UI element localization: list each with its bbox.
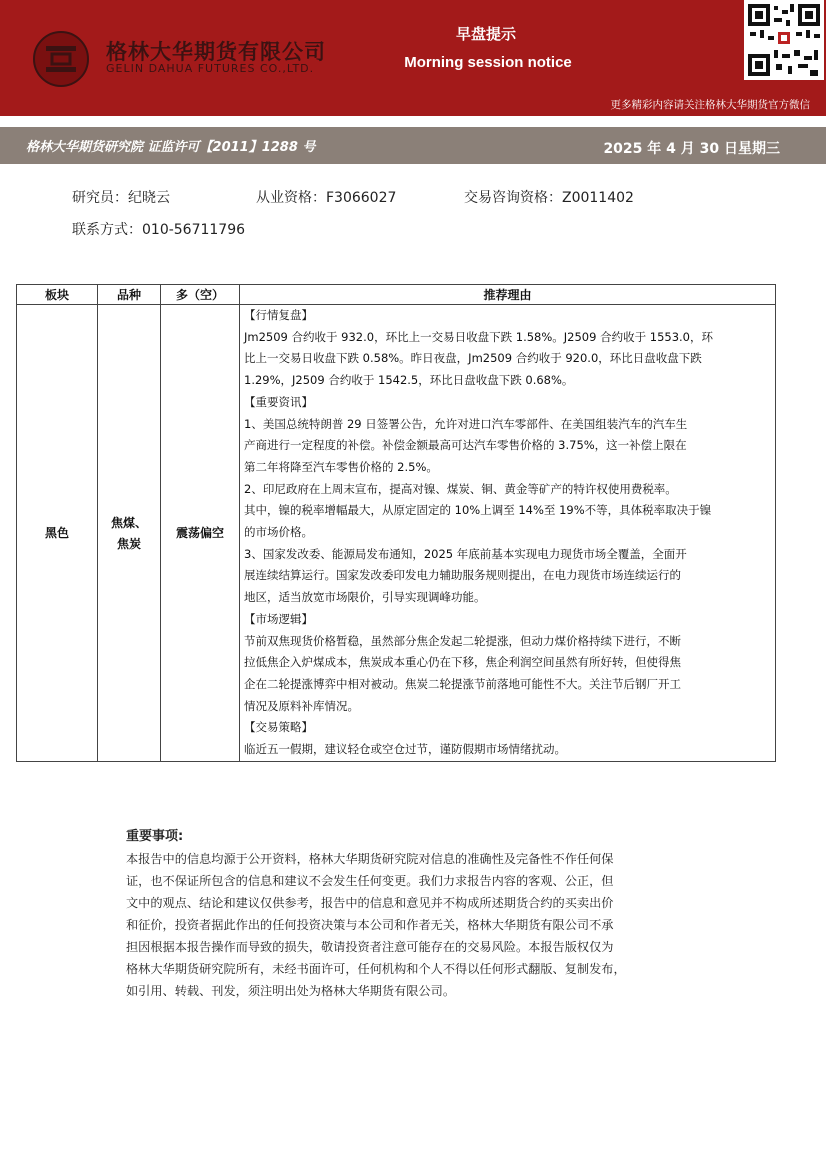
- disclaimer-title: 重要事项:: [126, 829, 184, 844]
- reason-line: 1、美国总统特朗普 29 日签署公告，允许对进口汽车零部件、在美国组装汽车的汽车生: [244, 416, 688, 431]
- reason-line: 其中，镍的税率增幅最大，从原定固定的 10%上调至 14%至 19%不等，具体税率取决于镍: [244, 503, 712, 518]
- header-direction: 多（空）: [161, 285, 240, 305]
- reason-line: 展连续结算运行。国家发改委印发电力辅助服务规则提出，在电力现货市场连续运行的: [244, 568, 681, 583]
- variety-line: 焦煤、: [110, 515, 147, 530]
- company-logo-icon: [32, 30, 90, 88]
- header-reason: 推荐理由: [240, 285, 776, 305]
- researcher-name: 研究员：纪晓云: [72, 190, 170, 206]
- researcher-consult-license: 交易咨询资格：Z0011402: [464, 190, 634, 206]
- recommendation-table: [16, 284, 776, 762]
- disclaimer-line: 如引用、转载、刊发，须注明出处为格林大华期货有限公司。: [126, 984, 456, 998]
- reason-line: 的市场价格。: [244, 525, 313, 540]
- cell-direction: 震荡偏空: [161, 305, 240, 762]
- researcher-qualification: 从业资格：F3066027: [256, 190, 397, 206]
- reason-heading: 【交易策略】: [244, 720, 313, 735]
- reason-line: 情况及原料补库情况。: [244, 698, 359, 713]
- table-row: [17, 305, 776, 762]
- reason-line: 产商进行一定程度的补偿。补偿金额最高可达汽车零售价格的 3.75%，这一补偿上限在: [244, 438, 687, 453]
- variety-line: 焦炭: [116, 536, 141, 551]
- disclaimer-section: [126, 826, 696, 1002]
- reason-line: 1.29%，J2509 合约收于 1542.5，环比日盘收盘下跌 0.68%。: [244, 373, 574, 388]
- reason-line: 第二年将降至汽车零售价格的 2.5%。: [244, 459, 438, 474]
- institute-license: 格林大华期货研究院 证监许可【2011】1288 号: [26, 140, 316, 155]
- notice-title-cn: 早盘提示: [455, 25, 516, 43]
- disclaimer-line: 证，也不保证所包含的信息和建议不会发生任何变更。我们力求报告内容的客观、公正，但: [126, 874, 614, 888]
- reason-heading: 【市场逻辑】: [244, 611, 313, 626]
- reason-line: 节前双焦现货价格暂稳，虽然部分焦企发起二轮提涨，但动力煤价格持续下进行，不断: [244, 633, 681, 648]
- cell-sector: 黑色: [17, 305, 98, 762]
- reason-line: Jm2509 合约收于 932.0，环比上一交易日收盘下跌 1.58%。J2509 合约收于 1553.0，环: [244, 329, 713, 344]
- reason-line: 地区，适当放宽市场限价，引导实现调峰功能。: [244, 590, 486, 605]
- reason-heading: 【行情复盘】: [244, 308, 313, 322]
- reason-heading: 【重要资讯】: [244, 394, 313, 409]
- disclaimer-line: 本报告中的信息均源于公开资料，格林大华期货研究院对信息的准确性及完备性不作任何保: [126, 852, 614, 866]
- qr-code-icon: [744, 0, 824, 80]
- company-name-en: GELIN DAHUA FUTURES CO.,LTD.: [106, 62, 315, 75]
- table-header-row: [17, 285, 776, 305]
- header-sector: 板块: [17, 285, 98, 305]
- disclaimer-line: 和征价，投资者据此作出的任何投资决策与本公司和作者无关，格林大华期货有限公司不承: [126, 918, 614, 932]
- reason-line: 临近五一假期，建议轻仓或空仓过节，谨防假期市场情绪扰动。: [244, 742, 566, 757]
- notice-title-en: Morning session notice: [404, 54, 572, 71]
- reason-line: 2、印尼政府在上周末宣布，提高对镍、煤炭、铜、黄金等矿产的特许权使用费税率。: [244, 481, 677, 496]
- header-variety: 品种: [98, 285, 161, 305]
- disclaimer-line: 格林大华期货研究院所有，未经书面许可，任何机构和个人不得以任何形式翻版、复制发布，: [126, 962, 626, 976]
- reason-line: 企在二轮提涨博弈中相对被动。焦炭二轮提涨节前落地可能性不大。关注节后钢厂开工: [244, 676, 681, 691]
- disclaimer-line: 文中的观点、结论和建议仅供参考，报告中的信息和意见并不构成所述期货合约的买卖出价: [126, 896, 614, 910]
- cell-reason: [240, 305, 776, 762]
- company-name-cn: 格林大华期货有限公司: [106, 40, 326, 64]
- disclaimer-line: 担因根据本报告操作而导致的损失，敬请投资者注意可能存在的交易风险。本报告版权仅为: [126, 940, 614, 954]
- wechat-note: 更多精彩内容请关注格林大华期货官方微信: [610, 99, 810, 111]
- report-date: 2025 年 4 月 30 日星期三: [603, 141, 780, 157]
- contact-phone: 联系方式：010-56711796: [72, 222, 246, 238]
- reason-line: 3、国家发改委、能源局发布通知，2025 年底前基本实现电力现货市场全覆盖，全面开: [244, 546, 687, 561]
- cell-variety: [98, 305, 161, 762]
- reason-line: 拉低焦企入炉煤成本，焦炭成本重心仍在下移，焦企利润空间虽然有所好转，但使得焦: [244, 655, 681, 670]
- header-banner: [0, 0, 826, 116]
- reason-line: 比上一交易日收盘下跌 0.58%。昨日夜盘，Jm2509 合约收于 920.0，环比日盘收盘下跌: [244, 351, 702, 366]
